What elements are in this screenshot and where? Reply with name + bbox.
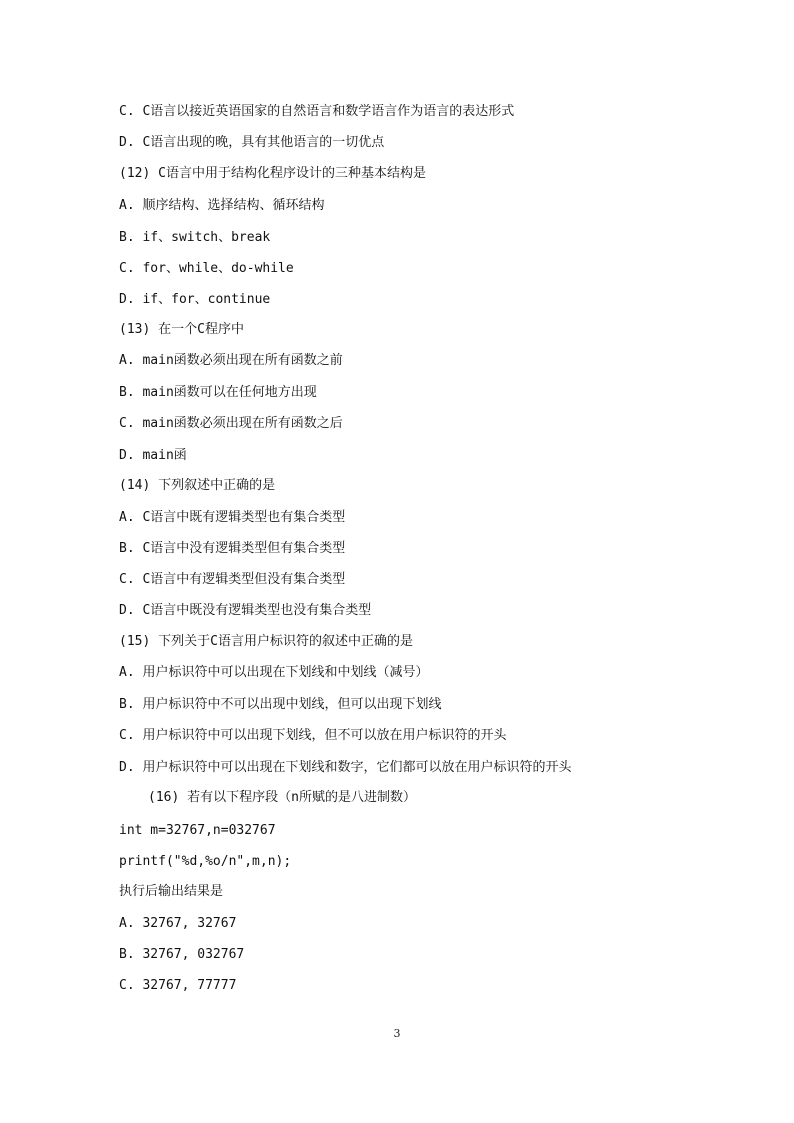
option-b-q14: B. C语言中没有逻辑类型但有集合类型 [119, 541, 346, 556]
option-d-q11: D. C语言出现的晚，具有其他语言的一切优点 [119, 135, 385, 150]
option-c-q13: C. main函数必须出现在所有函数之后 [119, 416, 343, 431]
question-15: (15) 下列关于C语言用户标识符的叙述中正确的是 [119, 634, 413, 649]
question-13: (13) 在一个C程序中 [119, 322, 244, 337]
option-b-q12: B. if、switch、break [119, 230, 271, 245]
option-a-q16: A. 32767, 32767 [119, 916, 237, 931]
option-b-q13: B. main函数可以在任何地方出现 [119, 385, 317, 400]
option-d-q12: D. if、for、continue [119, 292, 271, 307]
page-number: 3 [393, 1027, 401, 1040]
option-a-q12: A. 顺序结构、选择结构、循环结构 [119, 198, 325, 213]
code-line-1: int m=32767,n=032767 [119, 823, 276, 838]
option-d-q13: D. main函 [119, 448, 187, 463]
option-b-q16: B. 32767, 032767 [119, 947, 245, 962]
option-b-q15: B. 用户标识符中不可以出现中划线，但可以出现下划线 [119, 697, 442, 712]
question-16: (16) 若有以下程序段（n所赋的是八进制数） [148, 790, 416, 805]
question-14: (14) 下列叙述中正确的是 [119, 478, 276, 493]
option-c-q11: C. C语言以接近英语国家的自然语言和数学语言作为语言的表达形式 [119, 104, 515, 119]
question-12: (12) C语言中用于结构化程序设计的三种基本结构是 [119, 166, 426, 181]
code-line-2: printf("%d,%o/n",m,n); [119, 854, 292, 869]
option-a-q14: A. C语言中既有逻辑类型也有集合类型 [119, 510, 346, 525]
option-d-q14: D. C语言中既没有逻辑类型也没有集合类型 [119, 603, 372, 618]
question-16-prompt: 执行后输出结果是 [119, 884, 224, 899]
option-a-q13: A. main函数必须出现在所有函数之前 [119, 353, 343, 368]
option-c-q16: C. 32767, 77777 [119, 978, 237, 993]
option-d-q15: D. 用户标识符中可以出现在下划线和数字，它们都可以放在用户标识符的开头 [119, 760, 572, 775]
option-c-q15: C. 用户标识符中可以出现下划线，但不可以放在用户标识符的开头 [119, 728, 507, 743]
option-c-q12: C. for、while、do-while [119, 261, 294, 276]
option-a-q15: A. 用户标识符中可以出现在下划线和中划线（减号） [119, 665, 429, 680]
option-c-q14: C. C语言中有逻辑类型但没有集合类型 [119, 572, 346, 587]
